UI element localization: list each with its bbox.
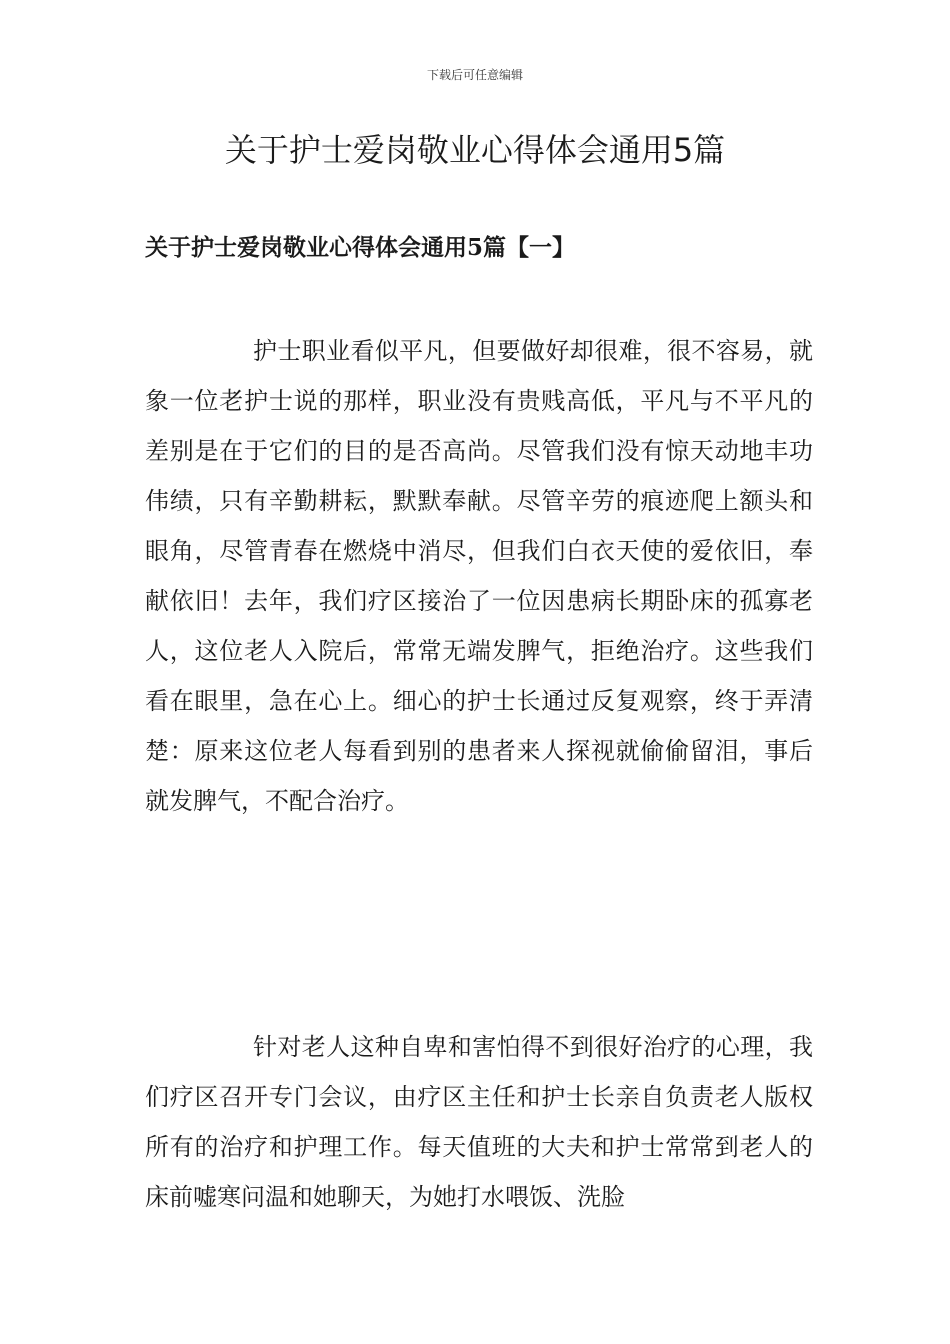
header-note: 下载后可任意编辑 [426, 68, 523, 82]
section-heading: 关于护士爱岗敬业心得体会通用5篇【一】 [145, 234, 576, 261]
body-paragraph-1: 护士职业看似平凡，但要做好却很难，很不容易，就象一位老护士说的那样，职业没有贵贱高低，平凡与不平凡的差别是在于它们的目的是否高尚。尽管我们没有惊天动地丰功伟绩，只有辛勤耕耘，默默奉献。尽管辛劳的痕迹爬上额头和眼角，尽管青春在燃烧中消尽，但我们白衣天使的爱依旧，奉献依旧！去年，我们疗区接治了一位因患病长期卧床的孤寡老人，这位老人入院后，常常无端发脾气，拒绝治疗。这些我们看在眼里，急在心上。细心的护士长通过反复观察，终于弄清楚：原来这位老人每看到别的患者来人探视就偷偷留泪，事后就发脾气，不配合治疗。 [145, 337, 813, 815]
document-title: 关于护士爱岗敬业心得体会通用5篇 [224, 131, 726, 169]
body-paragraph-2: 针对老人这种自卑和害怕得不到很好治疗的心理，我们疗区召开专门会议，由疗区主任和护士长亲自负责老人版权所有的治疗和护理工作。每天值班的大夫和护士常常到老人的床前嘘寒问温和她聊天，为她打水喂饭、洗脸 [145, 1033, 813, 1211]
